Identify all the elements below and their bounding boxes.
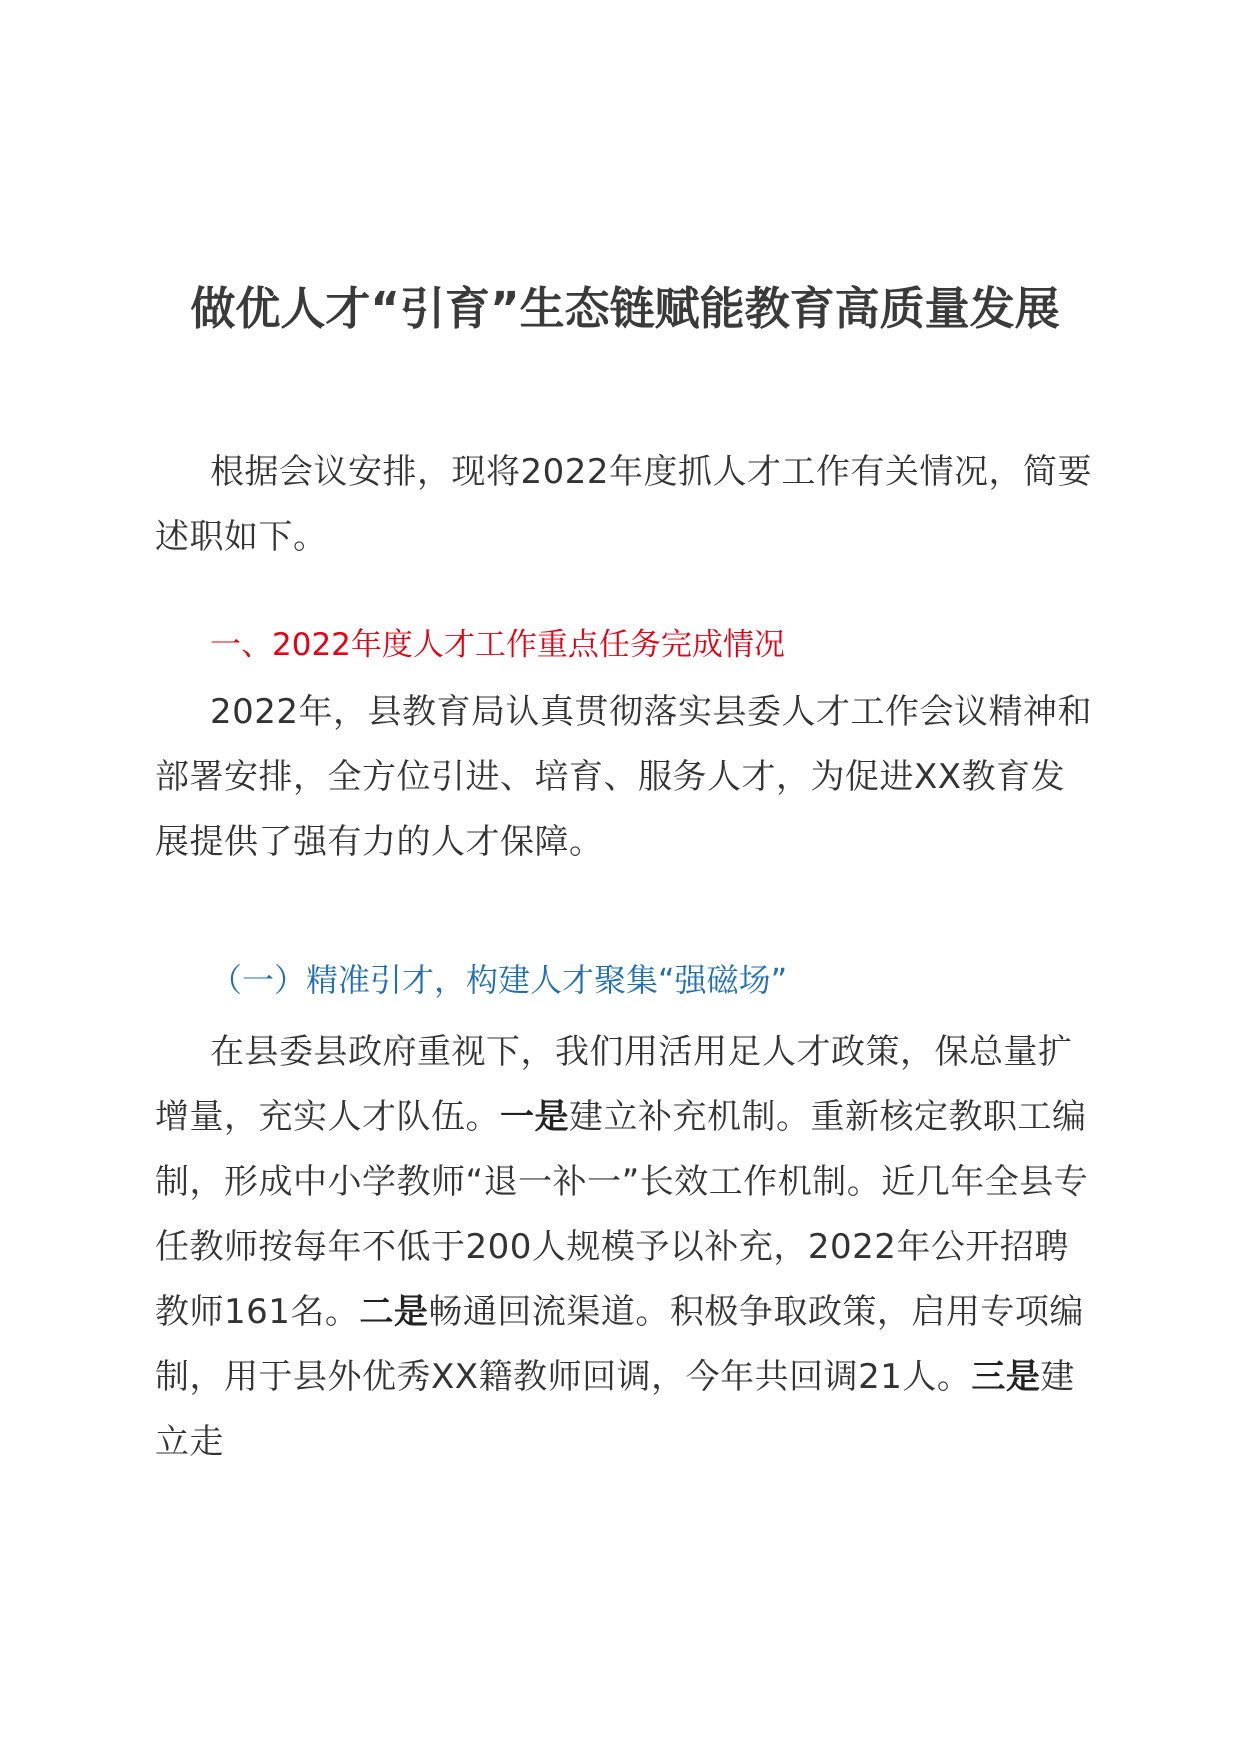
intro-paragraph: 根据会议安排，现将2022年度抓人才工作有关情况，简要述职如下。 bbox=[155, 452, 1093, 557]
text-run: 建立走 bbox=[155, 1357, 1075, 1462]
subsection-1-paragraph bbox=[155, 1020, 1095, 1475]
subsection-heading-1: （一）精准引才，构建人才聚集“强磁场” bbox=[210, 961, 788, 999]
bold-marker-3: 三是 bbox=[971, 1357, 1041, 1397]
section-heading-1: 一、2022年度人才工作重点任务完成情况 bbox=[210, 627, 785, 663]
bold-marker-2: 二是 bbox=[359, 1292, 429, 1332]
bold-marker-1: 一是 bbox=[500, 1097, 569, 1137]
document-title: 做优人才“引育”生态链赋能教育高质量发展 bbox=[190, 282, 1060, 335]
text-run: 在县委县政府重视下，我们用活用足人才政策，保总量扩增量，充实人才队伍。 bbox=[155, 1032, 1073, 1137]
section-1-paragraph: 2022年，县教育局认真贯彻落实县委人才工作会议精神和部署安排，全方位引进、培育、服务人才，为促进XX教育发展提供了强有力的人才保障。 bbox=[155, 692, 1093, 862]
text-run: 建立补充机制。重新核定教职工编制，形成中小学教师“退一补一”长效工作机制。近几年全县专任教师按每年不低于200人规模予以补充，2022年公开招聘教师161名。 bbox=[155, 1097, 1089, 1332]
text-run: 畅通回流渠道。积极争取政策，启用专项编制，用于县外优秀XX籍教师回调，今年共回调21人。 bbox=[155, 1292, 1084, 1397]
